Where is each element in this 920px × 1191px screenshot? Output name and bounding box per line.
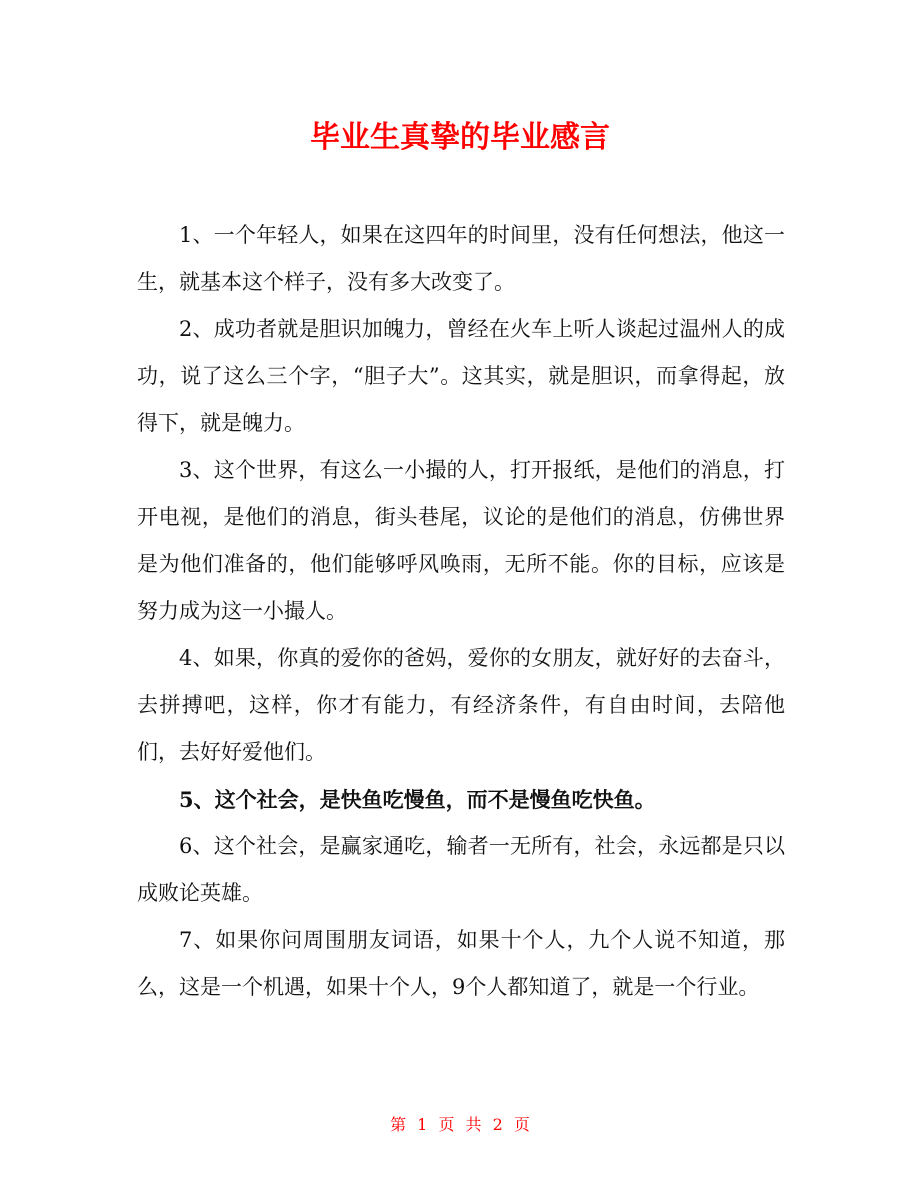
page-footer: 第 1 页 共 2 页 [390, 1115, 530, 1134]
paragraph-1: 1、一个年轻人，如果在这四年的时间里，没有任何想法，他这一生，就基本这个样子，没有多大改变了。 [137, 223, 785, 294]
paragraph-3: 3、这个世界，有这么一小撮的人，打开报纸，是他们的消息，打开电视，是他们的消息，街头巷尾，议论的是他们的消息，仿佛世界是为他们准备的，他们能够呼风唤雨，无所不能。你的目标，应该是努力成为这一小撮人。 [137, 458, 785, 623]
paragraph-6: 6、这个社会，是赢家通吃，输者一无所有，社会，永远都是只以成败论英雄。 [137, 834, 785, 905]
paragraph-2: 2、成功者就是胆识加魄力，曾经在火车上听人谈起过温州人的成功，说了这么三个字，“胆子大”。这其实，就是胆识，而拿得起，放得下，就是魄力。 [137, 317, 785, 435]
body-text [137, 212, 785, 1011]
paragraph-5: 5、这个社会，是快鱼吃慢鱼，而不是慢鱼吃快鱼。 [179, 787, 656, 812]
paragraph-7: 7、如果你问周围朋友词语，如果十个人，九个人说不知道，那么，这是一个机遇，如果十个人，9个人都知道了，就是一个行业。 [137, 928, 785, 999]
paragraph-4: 4、如果，你真的爱你的爸妈，爱你的女朋友，就好好的去奋斗，去拼搏吧，这样，你才有能力，有经济条件，有自由时间，去陪他们，去好好爱他们。 [137, 646, 785, 764]
page-title: 毕业生真挚的毕业感言 [310, 120, 610, 155]
